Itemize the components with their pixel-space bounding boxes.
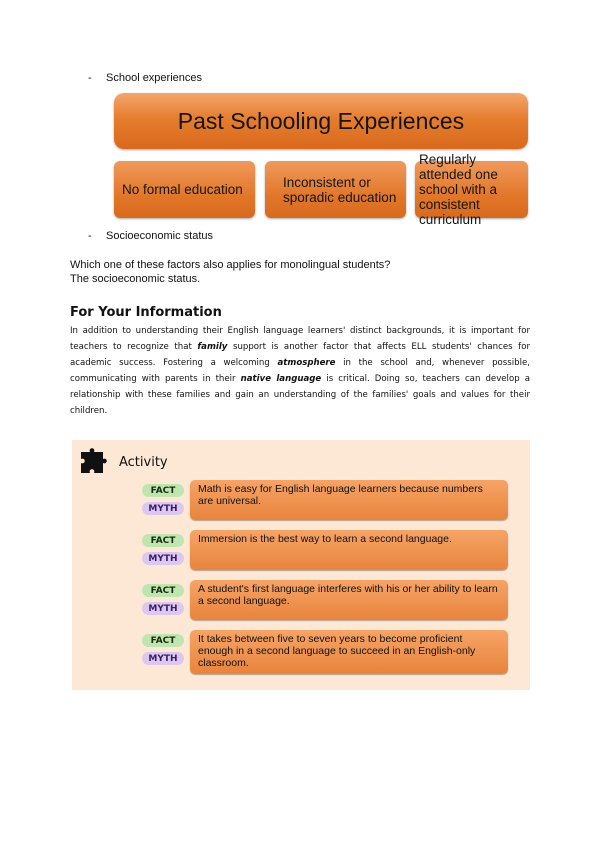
dash: - (88, 230, 92, 242)
fact-myth-toggle (138, 480, 186, 520)
bullet-text: School experiences (106, 72, 203, 84)
fyi-text: is critical. Doing so, teachers can develop a relationship with these families and gain an understanding of the families' goals and values for their children. (70, 374, 530, 416)
diagram-box-text: No formal education (122, 182, 243, 197)
diagram-box-text: Regularly attended one school with a consistent curriculum (419, 152, 498, 227)
fyi-text: in the school and, whenever possible, communicating with parents in their (70, 358, 530, 384)
fact-button[interactable]: FACT (142, 484, 184, 497)
fyi-keyword-native-language: native language (240, 374, 322, 384)
fyi-title: For Your Information (70, 305, 222, 320)
diagram-box-text: Inconsistent or sporadic education (283, 174, 397, 205)
fact-myth-row (138, 480, 508, 520)
fyi-text: In addition to understanding their English language learners' distinct backgrounds, it is important for teachers to recognize that (70, 326, 530, 352)
activity-title: Activity (119, 455, 168, 470)
myth-button[interactable]: MYTH (142, 652, 184, 665)
fact-myth-toggle (138, 530, 186, 570)
diagram-box-inconsistent (265, 161, 406, 218)
myth-button[interactable]: MYTH (142, 602, 184, 615)
fact-myth-toggle (138, 630, 186, 670)
bullet-socioeconomic (88, 230, 213, 242)
statement-text: Immersion is the best way to learn a second language. (190, 530, 508, 570)
statement-text: It takes between five to seven years to become proficient enough in a second language to succeed in an English-only classroom. (190, 630, 508, 674)
myth-button[interactable]: MYTH (142, 552, 184, 565)
myth-button[interactable]: MYTH (142, 502, 184, 515)
fyi-keyword-atmosphere: atmosphere (277, 358, 336, 368)
fyi-text: support is another factor that affects ELL students' chances for academic success. Fostering a welcoming (70, 342, 530, 368)
fact-myth-row (138, 530, 508, 570)
question-text: Which one of these factors also applies for monolingual students? (70, 259, 391, 271)
fact-button[interactable]: FACT (142, 584, 184, 597)
diagram-box-regular (415, 152, 528, 227)
diagram-title-banner (114, 93, 528, 149)
statement-text: Math is easy for English language learners because numbers are universal. (190, 480, 508, 520)
fact-myth-row (138, 630, 508, 674)
bullet-text: Socioeconomic status (106, 230, 213, 242)
answer-text: The socioeconomic status. (70, 273, 201, 285)
diagram-box-no-formal (114, 161, 255, 218)
fact-myth-toggle (138, 580, 186, 620)
diagram-title: Past Schooling Experiences (177, 107, 465, 134)
dash: - (88, 72, 92, 84)
fact-myth-row (138, 580, 508, 620)
bullet-school-experiences (88, 72, 202, 84)
statement-text: A student's first language interferes with his or her ability to learn a second language. (190, 580, 508, 620)
fact-button[interactable]: FACT (142, 634, 184, 647)
fyi-paragraph (70, 323, 530, 419)
puzzle-piece-icon (79, 446, 113, 476)
fact-button[interactable]: FACT (142, 534, 184, 547)
fyi-keyword-family: family (197, 342, 228, 352)
